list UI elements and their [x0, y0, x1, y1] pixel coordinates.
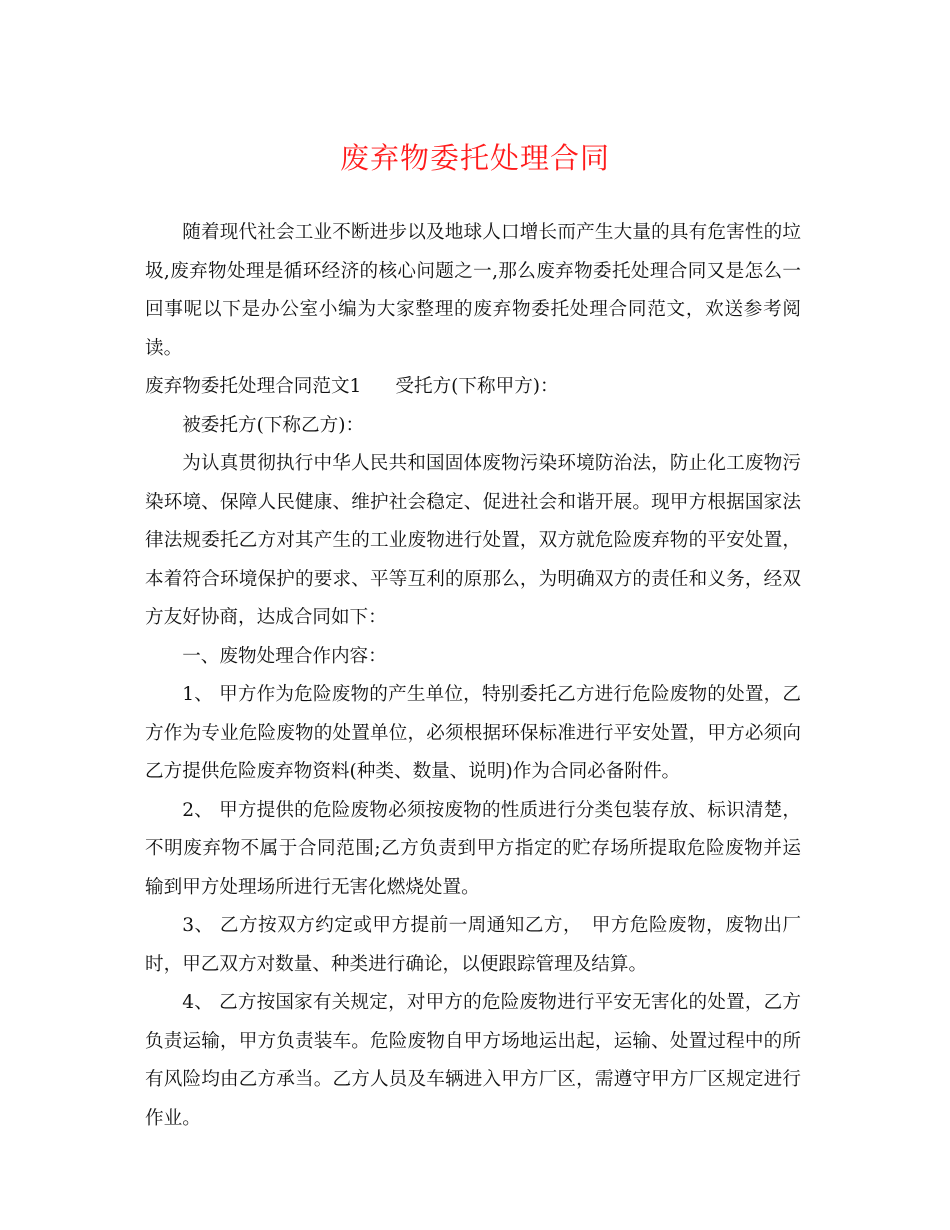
clause-1: 1、 甲方作为危险废物的产生单位，特别委托乙方进行危险废物的处置，乙方作为专业危险废物的处置单位，必须根据环保标准进行平安处置，甲方必须向乙方提供危险废弃物资料(种类、数量、说明)作为合同必备附件。 — [145, 684, 801, 782]
document-body — [145, 214, 801, 1138]
section-heading-1: 一、废物处理合作内容： — [182, 645, 387, 667]
clause-3: 3、 乙方按双方约定或甲方提前一周通知乙方， 甲方危险废物，废物出厂时，甲乙双方对数量、种类进行确论，以便跟踪管理及结算。 — [145, 915, 801, 975]
preamble-paragraph: 为认真贯彻执行中华人民共和国固体废物污染环境防治法，防止化工废物污染环境、保障人民健康、维护社会稳定、促进社会和谐开展。现甲方根据国家法律法规委托乙方对其产生的工业废物进行处置，双方就危险废弃物的平安处置，本着符合环境保护的要求、平等互利的原那么，为明确双方的责任和义务，经双方友好协商，达成合同如下： — [145, 453, 801, 628]
document-title: 废弃物委托处理合同 — [339, 141, 610, 175]
sample-heading-line — [145, 368, 801, 407]
sample-heading: 废弃物委托处理合同范文1 — [145, 376, 362, 397]
party-b-label: 被委托方(下称乙方)： — [182, 414, 365, 436]
clause-4: 4、 乙方按国家有关规定，对甲方的危险废物进行平安无害化的处置，乙方负责运输，甲方负责装车。危险废物自甲方场地运出起，运输、处置过程中的所有风险均由乙方承当。乙方人员及车辆进入甲方厂区，需遵守甲方厂区规定进行作业。 — [145, 992, 801, 1129]
party-a-label: 受托方(下称甲方)： — [395, 376, 559, 397]
intro-paragraph: 随着现代社会工业不断进步以及地球人口增长而产生大量的具有危害性的垃圾,废弃物处理是循环经济的核心问题之一,那么废弃物委托处理合同又是怎么一回事呢以下是办公室小编为大家整理的废弃物委托处理合同范文，欢送参考阅读。 — [145, 222, 801, 359]
clause-2: 2、 甲方提供的危险废物必须按废物的性质进行分类包装存放、标识清楚，不明废弃物不属于合同范围;乙方负责到甲方指定的贮存场所提取危险废物并运输到甲方处理场所进行无害化燃烧处置。 — [145, 799, 801, 898]
